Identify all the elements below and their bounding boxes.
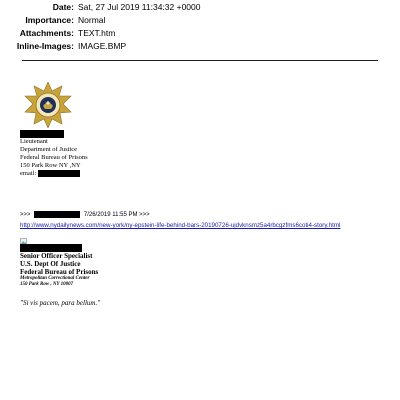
forward-line [20,211,150,219]
sig2-role: Senior Officer Specialist [20,252,93,260]
sig2-bureau: Federal Bureau of Prisons [20,268,99,276]
signature-block-1 [20,138,88,178]
sig2-dept: U.S. Dept Of Justice [20,260,81,268]
header-divider [22,60,378,61]
header-attachments-key: Attachments: [19,28,74,38]
forward-timestamp: 7/26/2019 11:55 PM >>> [83,212,150,219]
sig1-address: 150 Park Row NY ,NY [20,162,81,169]
forward-prefix: >>> [20,212,31,219]
redacted-name-2 [20,244,82,252]
header-importance-value: Normal [78,15,106,25]
header-inline-images-key: Inline-Images: [16,41,74,51]
sig1-email-label: email: [20,170,37,177]
redacted-email [38,170,80,177]
sig1-bureau: Federal Bureau of Prisons [20,154,88,161]
redacted-name-1 [20,130,64,138]
signature-quote: "Si vis pacem, para bellum." [20,299,101,307]
sig2-center: Metropolitan Correctional Center [20,276,90,281]
redacted-forward-sender [34,211,80,218]
doj-seal-icon [24,82,72,128]
sig2-address: 150 Park Row , NY 10007 [20,282,74,287]
sig1-email-row [20,170,88,178]
header-inline-images-value: IMAGE.BMP [78,41,127,51]
header-date-value: Sat, 27 Jul 2019 11:34:32 +0000 [78,2,201,12]
header-importance-key: Importance: [25,15,74,25]
article-link[interactable]: http://www.nydailynews.com/new-york/ny-epstein-life-behind-bars-20190726-ujdvknsmz5a4rbcgzfms6coti4-story.html [20,222,341,229]
sig1-dept: Department of Justice [20,146,78,153]
header-date-key: Date: [52,2,74,12]
sig1-title: Lieutenant [20,138,48,145]
signature-block-2 [20,252,98,288]
header-attachments-value: TEXT.htm [78,28,116,38]
